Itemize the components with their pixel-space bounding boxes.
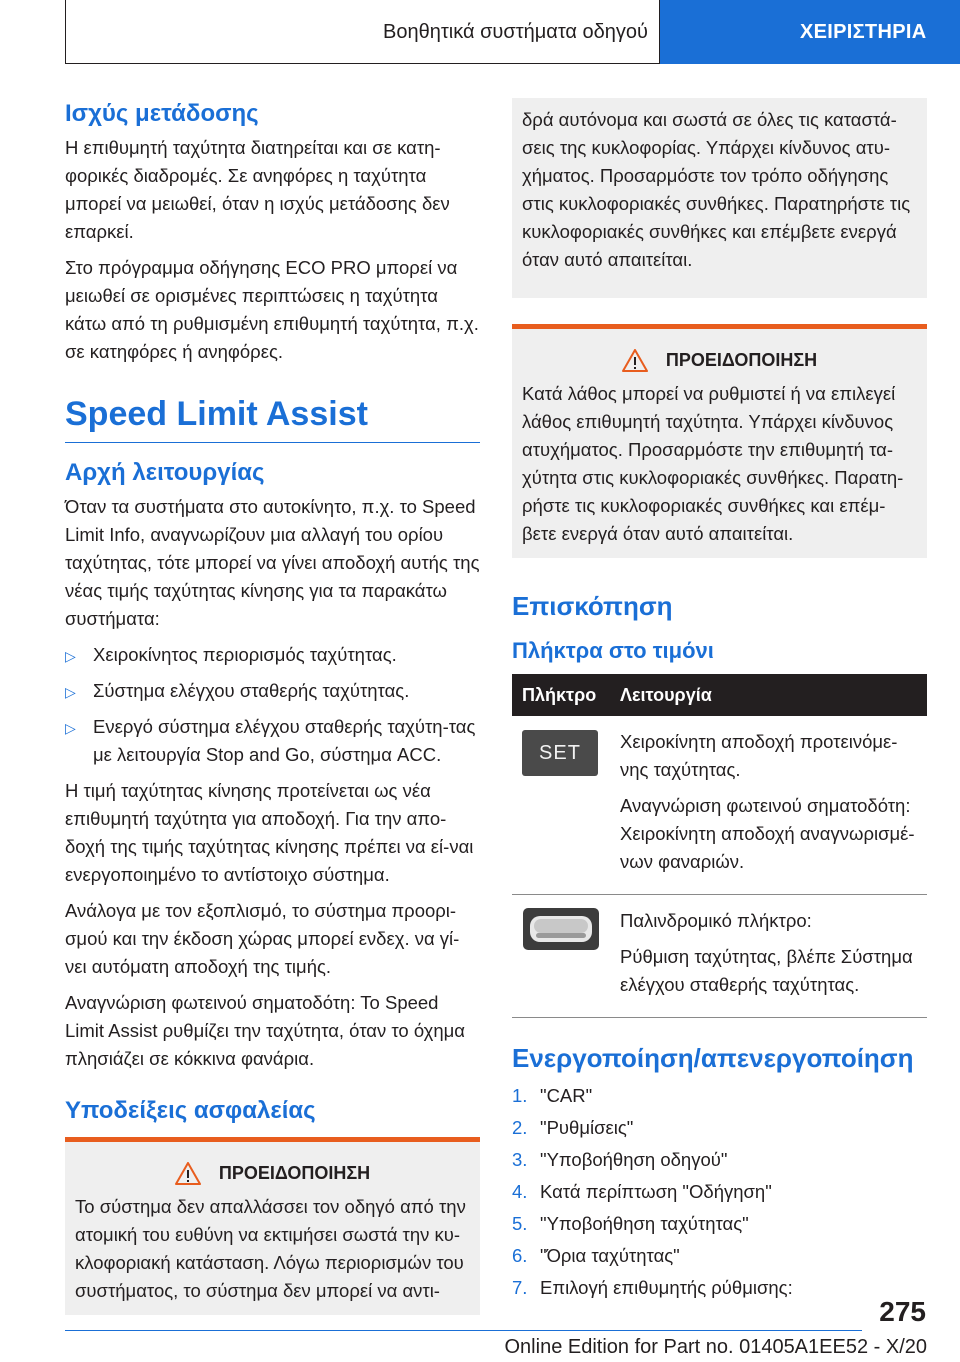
page-number: 275 [879, 1296, 926, 1327]
list-item-text: Ενεργό σύστημα ελέγχου σταθερής ταχύτη-τας με λειτουργία Stop and Go, σύστημα ACC. [93, 716, 476, 765]
table-row [512, 895, 927, 1018]
heading-safety: Υποδείξεις ασφαλείας [65, 1097, 316, 1124]
warning-text-continued: δρά αυτόνομα και σωστά σε όλες τις καταστά-σεις της κυκλοφορίας. Υπάρχει κίνδυνος ατυ-χήματος. Προσαρμόστε τον τρόπο οδήγησης στις κυκλοφοριακές συνθήκες. Παρατηρήστε τις κυκλοφοριακές συνθήκες και επέμβετε ενεργά όταν αυτό απαιτείται. [522, 109, 911, 270]
warning-triangle-icon [622, 349, 648, 372]
list-item [512, 1146, 927, 1174]
warning-header [75, 1162, 470, 1185]
function-text: Αναγνώριση φωτεινού σηματοδότη: Χειροκίνητη αποδοχή αναγνωρισμέ-νων φαναριών. [620, 795, 915, 872]
warning-triangle-icon [175, 1162, 201, 1185]
triangle-right-icon: ▷ [65, 720, 76, 736]
buttons-table [512, 674, 927, 1018]
step-number: 2. [512, 1117, 528, 1138]
warning-label: ΠΡΟΕΙΔΟΠΟΙΗΣΗ [218, 1163, 371, 1183]
step-number: 4. [512, 1181, 528, 1202]
function-text: Παλινδρομικό πλήκτρο: [620, 910, 812, 931]
step-number: 1. [512, 1085, 528, 1106]
list-item [512, 1114, 927, 1142]
warning-box-2 [512, 324, 927, 558]
list-item [512, 1210, 927, 1238]
rocker-switch-icon [522, 934, 600, 955]
heading-overview: Επισκόπηση [512, 591, 673, 621]
function-text: Ρύθμιση ταχύτητας, βλέπε Σύστημα ελέγχου σταθερής ταχύτητας. [620, 946, 913, 995]
step-text: "Υποβοήθηση ταχύτητας" [540, 1213, 749, 1234]
table-cell-function [610, 895, 927, 1018]
step-number: 3. [512, 1149, 528, 1170]
header-section-title: Βοηθητικά συστήματα οδηγού [383, 20, 648, 43]
list-item [512, 1082, 927, 1110]
warning-box-1 [65, 1137, 480, 1315]
list-item-text: Σύστημα ελέγχου σταθερής ταχύτητας. [93, 680, 410, 701]
triangle-right-icon: ▷ [65, 648, 76, 664]
heading-activation: Ενεργοποίηση/απενεργοποίηση [512, 1043, 914, 1073]
list-item [512, 1178, 927, 1206]
warning-text: Το σύστημα δεν απαλλάσσει τον οδηγό από την ατομική του ευθύνη να εκτιμήσει σωστά την κυ-κλοφοριακή κατάσταση. Λόγω περιορισμών του συστήματος, το σύστημα δεν μπορεί να αντι- [75, 1196, 466, 1301]
step-text: "Υποβοήθηση οδηγού" [540, 1149, 728, 1170]
list-item-text: Χειροκίνητος περιορισμός ταχύτητας. [93, 644, 397, 665]
heading-principle: Αρχή λειτουργίας [65, 459, 265, 486]
warning-header [522, 349, 917, 372]
step-number: 7. [512, 1277, 528, 1298]
warning-box-1-continued [512, 98, 927, 298]
footer-edition: Online Edition for Part no. 01405A1EE52 - X/20 [504, 1336, 927, 1358]
right-column [512, 98, 927, 1306]
function-text: Χειροκίνητη αποδοχή προτεινόμε-νης ταχύτητας. [620, 731, 898, 780]
step-text: Κατά περίπτωση "Οδήγηση" [540, 1181, 772, 1202]
paragraph-power-1: Η επιθυμητή ταχύτητα διατηρείται και σε κατη-φορικές διαδρομές. Σε ανηφόρες η ταχύτητα μπορεί να μειωθεί, όταν η ισχύς μετάδοσης δεν επαρκεί. [65, 137, 450, 242]
set-button-icon: SET [522, 730, 598, 776]
list-item [65, 641, 480, 669]
left-column [65, 98, 480, 1315]
systems-list [65, 641, 480, 769]
table-cell-key [512, 895, 610, 1018]
list-item [65, 677, 480, 705]
heading-steering-buttons: Πλήκτρα στο τιμόνι [512, 638, 714, 663]
step-text: Επιλογή επιθυμητής ρύθμισης: [540, 1277, 793, 1298]
step-text: "Ρυθμίσεις" [540, 1117, 634, 1138]
list-item [65, 713, 480, 769]
table-header-row [512, 674, 927, 716]
step-text: "CAR" [540, 1085, 593, 1106]
paragraph-power-2: Στο πρόγραμμα οδήγησης ECO PRO μπορεί να μειωθεί σε ορισμένες περιπτώσεις η ταχύτητα κάτω από τη ρυθμισμένη επιθυμητή ταχύτητα, π.χ. σε κατηφόρες ή ανηφόρες. [65, 257, 479, 362]
triangle-right-icon: ▷ [65, 684, 76, 700]
table-row [512, 716, 927, 895]
footer-divider [65, 1330, 862, 1331]
activation-steps [512, 1082, 927, 1302]
step-text: "Όρια ταχύτητας" [540, 1245, 680, 1266]
table-header-function: Λειτουργία [610, 674, 927, 716]
warning-label: ΠΡΟΕΙΔΟΠΟΙΗΣΗ [665, 350, 818, 370]
paragraph-equipment: Ανάλογα με τον εξοπλισμό, το σύστημα προορι-σμού και την έκδοση χώρας μπορεί ενδεχ. να γί-νει αυτόματη αποδοχή της τιμής. [65, 900, 460, 977]
header-chapter-tab[interactable]: ΧΕΙΡΙΣΤΗΡΙΑ [660, 0, 960, 64]
table-cell-key [512, 716, 610, 895]
step-number: 6. [512, 1245, 528, 1266]
heading-speed-limit-assist: Speed Limit Assist [65, 392, 480, 443]
table-header-key: Πλήκτρο [512, 674, 610, 716]
step-number: 5. [512, 1213, 528, 1234]
list-item [512, 1242, 927, 1270]
paragraph-value: Η τιμή ταχύτητας κίνησης προτείνεται ως νέα επιθυμητή ταχύτητα για αποδοχή. Για την απο-δοχή της τιμής ταχύτητας κίνησης πρέπει να εί-ναι ενεργοποιημένο το αντίστοιχο σύστημα. [65, 780, 474, 885]
heading-power: Ισχύς μετάδοσης [65, 100, 259, 127]
paragraph-principle: Όταν τα συστήματα στο αυτοκίνητο, π.χ. το Speed Limit Info, αναγνωρίζουν μια αλλαγή του ορίου ταχύτητας, τότε μπορεί να γίνει αποδοχή αυτής της νέας τιμής ταχύτητας κίνησης για τα παρακάτω συστήματα: [65, 496, 480, 629]
warning-text: Κατά λάθος μπορεί να ρυθμιστεί ή να επιλεγεί λάθος επιθυμητή ταχύτητα. Υπάρχει κίνδυνος ατυχήματος. Προσαρμόστε την επιθυμητή τα-χύτητα στις κυκλοφοριακές συνθήκες. Παρατη-ρήστε τις κυκλοφοριακές συνθήκες και επέμ-βετε ενεργά όταν αυτό απαιτείται. [522, 383, 904, 544]
paragraph-traffic-light: Αναγνώριση φωτεινού σηματοδότη: Το Speed Limit Assist ρυθμίζει την ταχύτητα, όταν το όχημα πλησιάζει σε κόκκινα φανάρια. [65, 992, 465, 1069]
table-cell-function [610, 716, 927, 895]
list-item [512, 1274, 927, 1302]
